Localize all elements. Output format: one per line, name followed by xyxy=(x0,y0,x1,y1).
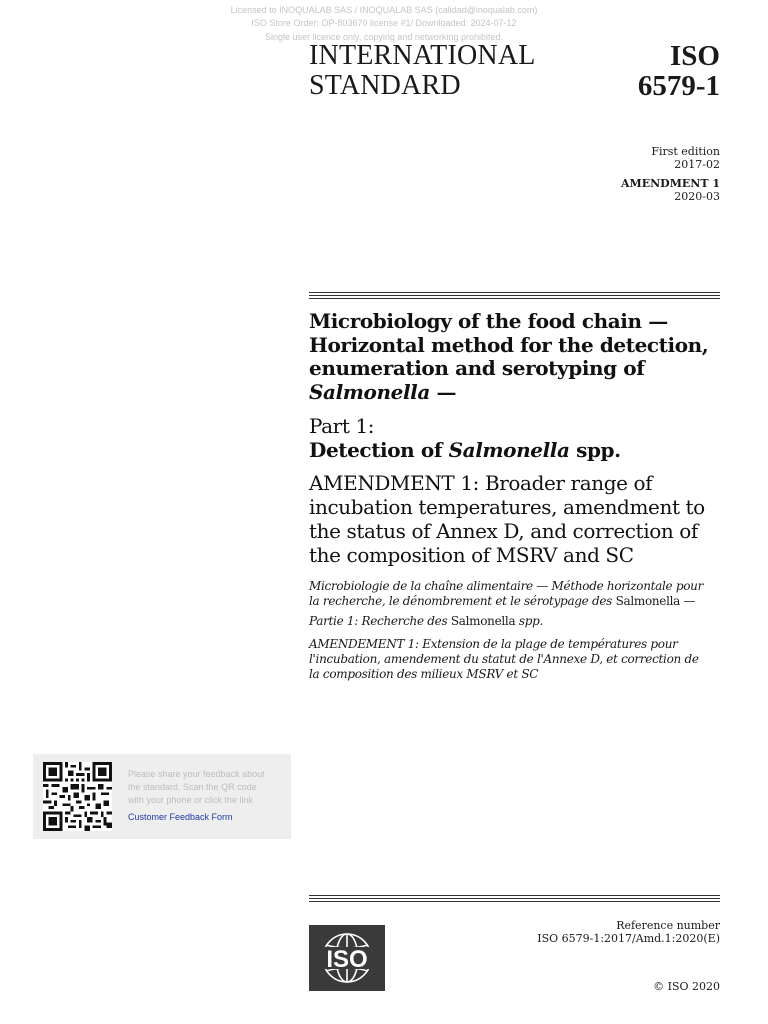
french-title xyxy=(309,579,729,609)
french-amendment-line-1: AMENDEMENT 1: Extension de la plage de températures pour xyxy=(309,637,678,651)
license-line-3: Single user licence only, copying and networking prohibited. xyxy=(265,32,503,42)
part-title-prefix: Detection of xyxy=(309,438,449,462)
french-title-dash: — xyxy=(680,594,696,608)
iso-logo xyxy=(309,925,385,991)
copyright: © ISO 2020 xyxy=(653,980,720,993)
reference-label: Reference number xyxy=(616,919,720,932)
top-divider xyxy=(309,292,720,299)
feedback-text-line-3: with your phone or click the link xyxy=(128,795,254,805)
french-part-title xyxy=(309,614,729,629)
document-type xyxy=(309,41,536,101)
amendment-date: 2020-03 xyxy=(674,190,720,203)
license-line-1: Licensed to INOQUALAB SAS / INOQUALAB SAS (calidad@inoqualab.com) xyxy=(230,5,538,15)
part-title xyxy=(309,438,621,462)
part-title-suffix: spp. xyxy=(569,438,621,462)
document-type-line-2: STANDARD xyxy=(309,70,461,101)
amendment-title-line-3: the status of Annex D, and correction of xyxy=(309,519,698,543)
reference-number: ISO 6579-1:2017/Amd.1:2020(E) xyxy=(537,932,720,945)
feedback-box xyxy=(33,754,291,839)
amendment-title-line-1: AMENDMENT 1: Broader range of xyxy=(309,471,653,495)
main-title-line-1: Microbiology of the food chain — xyxy=(309,309,668,333)
feedback-text xyxy=(128,768,288,807)
french-part-prefix: Partie 1: Recherche des xyxy=(309,614,451,628)
standard-number xyxy=(638,41,720,101)
document-type-line-1: INTERNATIONAL xyxy=(309,40,536,71)
iso-logo-text: ISO xyxy=(326,946,368,973)
french-organism-name: Salmonella xyxy=(615,594,681,608)
bottom-divider xyxy=(309,895,720,902)
french-title-line-2 xyxy=(309,594,729,609)
edition-info xyxy=(621,145,720,203)
amendment-label: AMENDMENT 1 xyxy=(621,177,720,190)
reference-block xyxy=(537,919,720,945)
customer-feedback-link[interactable]: Customer Feedback Form xyxy=(128,812,233,822)
amendment-title-line-4: the composition of MSRV and SC xyxy=(309,543,634,567)
part-label: Part 1: xyxy=(309,414,375,438)
edition-date: 2017-02 xyxy=(674,158,720,171)
amendment-title-line-2: incubation temperatures, amendment to xyxy=(309,495,705,519)
french-part-suffix: spp. xyxy=(515,614,543,628)
standard-id: 6579-1 xyxy=(637,70,720,102)
organism-name: Salmonella xyxy=(309,379,430,404)
qr-code-icon[interactable] xyxy=(41,762,114,831)
standard-prefix: ISO xyxy=(670,40,720,72)
french-part-organism: Salmonella xyxy=(450,614,516,628)
main-title-line-3: enumeration and serotyping of xyxy=(309,356,645,380)
amendment-title xyxy=(309,471,729,567)
french-title-line-2-prefix: la recherche, le dénombrement et le sérotypage des xyxy=(309,594,616,608)
title-dash: — xyxy=(429,379,457,404)
french-title-line-1: Microbiologie de la chaîne alimentaire — Méthode horizontale pour xyxy=(309,579,704,593)
french-amendment-line-2: l'incubation, amendement du statut de l'Annexe D, et correction de xyxy=(309,652,699,666)
edition-label: First edition xyxy=(651,145,720,158)
feedback-text-line-1: Please share your feedback about xyxy=(128,769,265,779)
french-amendment-line-3: la composition des milieux MSRV et SC xyxy=(309,667,539,681)
main-title-line-2: Horizontal method for the detection, xyxy=(309,332,709,357)
feedback-text-line-2: the standard. Scan the QR code xyxy=(128,782,257,792)
license-line-2: ISO Store Order: OP-803670 license #1/ Downloaded: 2024-07-12 xyxy=(251,18,517,28)
globe-icon xyxy=(309,925,385,991)
main-title-line-4 xyxy=(309,381,729,405)
main-title xyxy=(309,310,729,404)
part-organism-name: Salmonella xyxy=(448,438,570,462)
french-amendment-title xyxy=(309,637,729,682)
